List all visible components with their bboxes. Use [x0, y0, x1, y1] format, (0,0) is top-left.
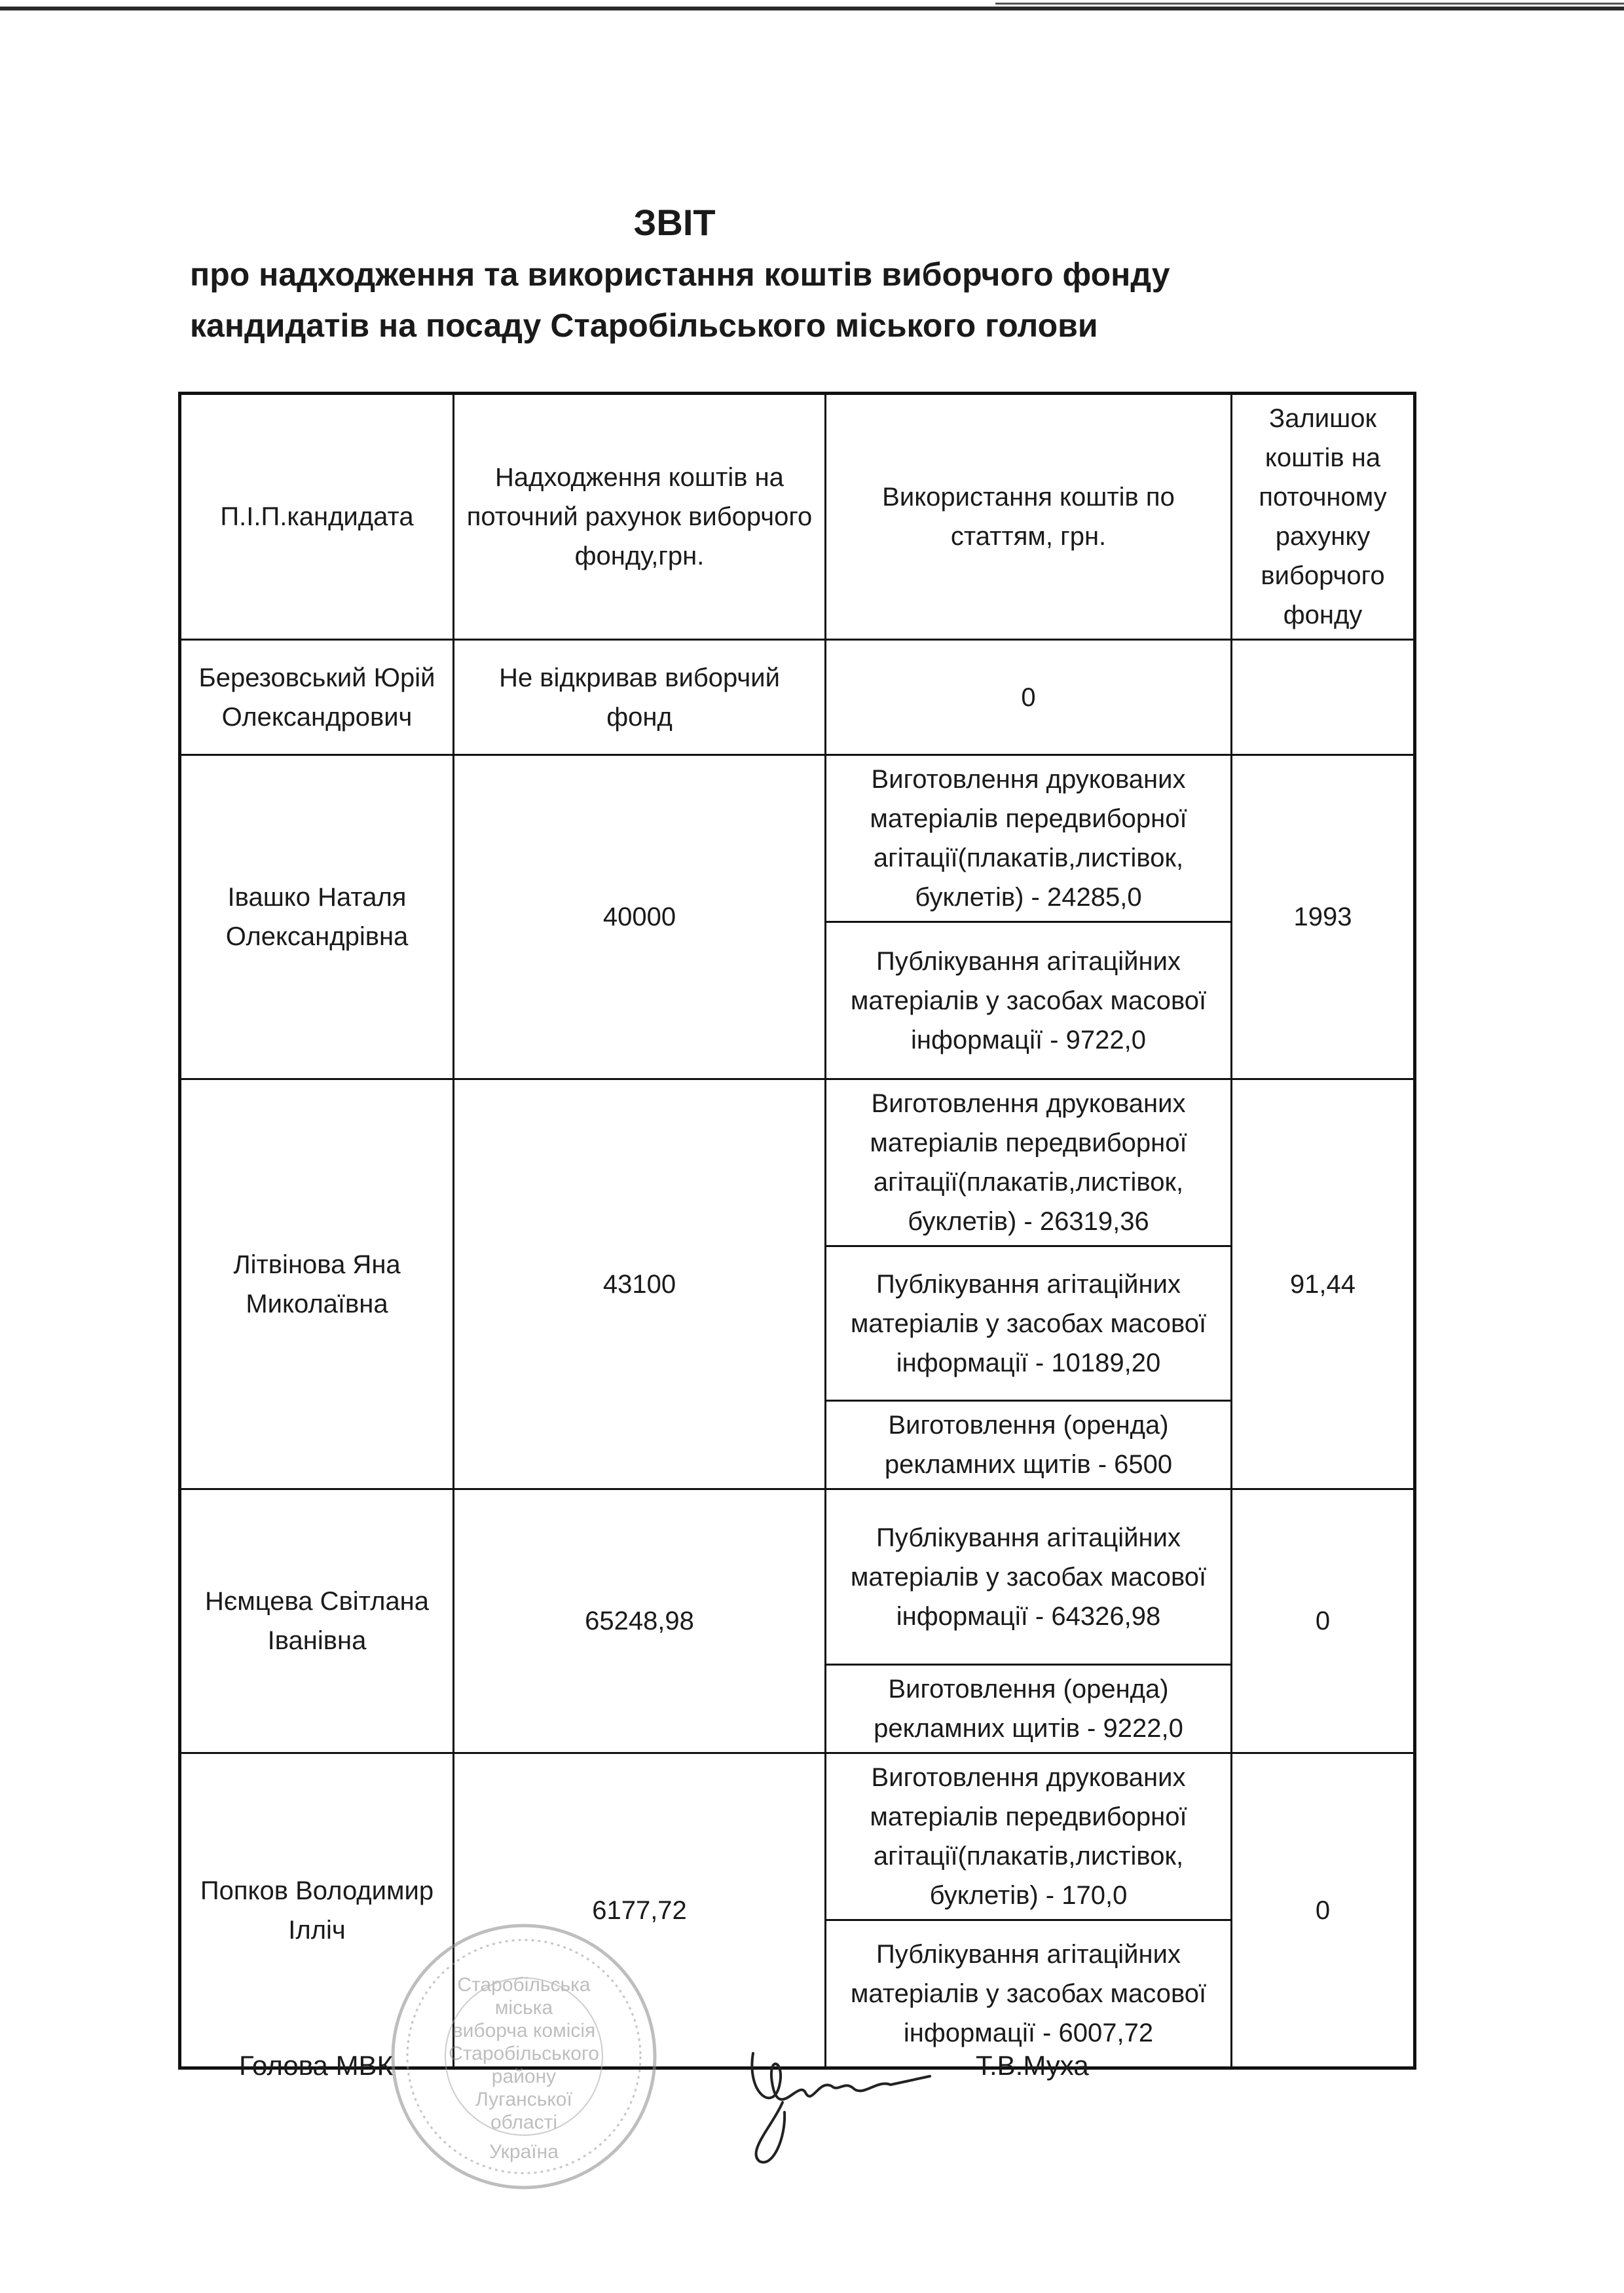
candidate-usage: Публікування агітаційних матеріалів у засобах масової інформації - 6007,72	[826, 1920, 1232, 2068]
candidate-usage: 0	[826, 640, 1232, 755]
table-row	[180, 1753, 1415, 1920]
svg-text:Старобільська: Старобільська	[457, 1974, 591, 1996]
candidate-name: Івашко Наталя Олександрівна	[180, 755, 454, 1079]
candidate-balance: 91,44	[1232, 1079, 1415, 1489]
candidate-usage: Публікування агітаційних матеріалів у засобах масової інформації - 10189,20	[826, 1246, 1232, 1401]
candidate-name: Літвінова Яна Миколаївна	[180, 1079, 454, 1489]
report-table	[178, 392, 1416, 2070]
svg-text:міська: міська	[494, 1997, 553, 2019]
svg-text:Старобільського: Старобільського	[449, 2043, 599, 2064]
header-income: Надходження коштів на поточний рахунок виборчого фонду,грн.	[454, 394, 826, 640]
svg-text:виборча комісія: виборча комісія	[452, 2020, 596, 2041]
header-name: П.І.П.кандидата	[180, 394, 454, 640]
official-stamp-icon	[386, 1919, 661, 2194]
header-usage: Використання коштів по статтям, грн.	[826, 394, 1232, 640]
candidate-income: 40000	[454, 755, 826, 1079]
scan-edge-line-secondary	[995, 3, 1624, 5]
signature-icon	[733, 2014, 943, 2171]
candidate-usage: Виготовлення друкованих матеріалів передвиборної агітації(плакатів,листівок, буклетів) - 170,0	[826, 1753, 1232, 1920]
candidate-balance: 0	[1232, 1489, 1415, 1753]
candidate-usage: Виготовлення друкованих матеріалів передвиборної агітації(плакатів,листівок, буклетів) - 24285,0	[826, 755, 1232, 922]
table-row	[180, 640, 1415, 755]
svg-text:району: району	[491, 2066, 557, 2087]
candidate-name: Нємцева Світлана Іванівна	[180, 1489, 454, 1753]
candidate-income: 6177,72	[454, 1753, 826, 2068]
candidate-usage: Виготовлення (оренда) рекламних щитів - 9222,0	[826, 1665, 1232, 1753]
candidate-usage: Виготовлення (оренда) рекламних щитів - 6500	[826, 1401, 1232, 1489]
candidate-income: 43100	[454, 1079, 826, 1489]
table-row	[180, 1079, 1415, 1246]
footer-position: Голова МВК	[239, 2050, 394, 2081]
candidate-income: Не відкривав виборчий фонд	[454, 640, 826, 755]
candidate-usage: Публікування агітаційних матеріалів у засобах масової інформації - 64326,98	[826, 1489, 1232, 1665]
svg-text:області: області	[490, 2112, 558, 2133]
svg-text:Луганської: Луганської	[475, 2089, 572, 2110]
title-block	[164, 196, 1185, 351]
document-title: ЗВІТ	[633, 202, 716, 243]
table-header-row	[180, 394, 1415, 640]
document-subtitle-line1: про надходження та використання коштів виборчого фонду	[190, 256, 1170, 293]
candidate-balance: 1993	[1232, 755, 1415, 1079]
scan-edge-line	[0, 7, 1624, 10]
table-row	[180, 1489, 1415, 1665]
footer-signatory: Т.В.Муха	[976, 2050, 1089, 2081]
candidate-usage: Публікування агітаційних матеріалів у засобах масової інформації - 9722,0	[826, 922, 1232, 1079]
candidate-name: Попков Володимир Ілліч	[180, 1753, 454, 2068]
candidate-income: 65248,98	[454, 1489, 826, 1753]
candidate-balance: 0	[1232, 1753, 1415, 2068]
table-row	[180, 755, 1415, 922]
candidate-usage: Виготовлення друкованих матеріалів передвиборної агітації(плакатів,листівок, буклетів) - 26319,36	[826, 1079, 1232, 1246]
svg-text:Україна: Україна	[489, 2141, 559, 2163]
candidate-name: Березовський Юрій Олександрович	[180, 640, 454, 755]
candidate-balance	[1232, 640, 1415, 755]
header-balance: Залишок коштів на поточному рахунку виборчого фонду	[1232, 394, 1415, 640]
document-subtitle-line2: кандидатів на посаду Старобільського міського голови	[190, 307, 1098, 344]
